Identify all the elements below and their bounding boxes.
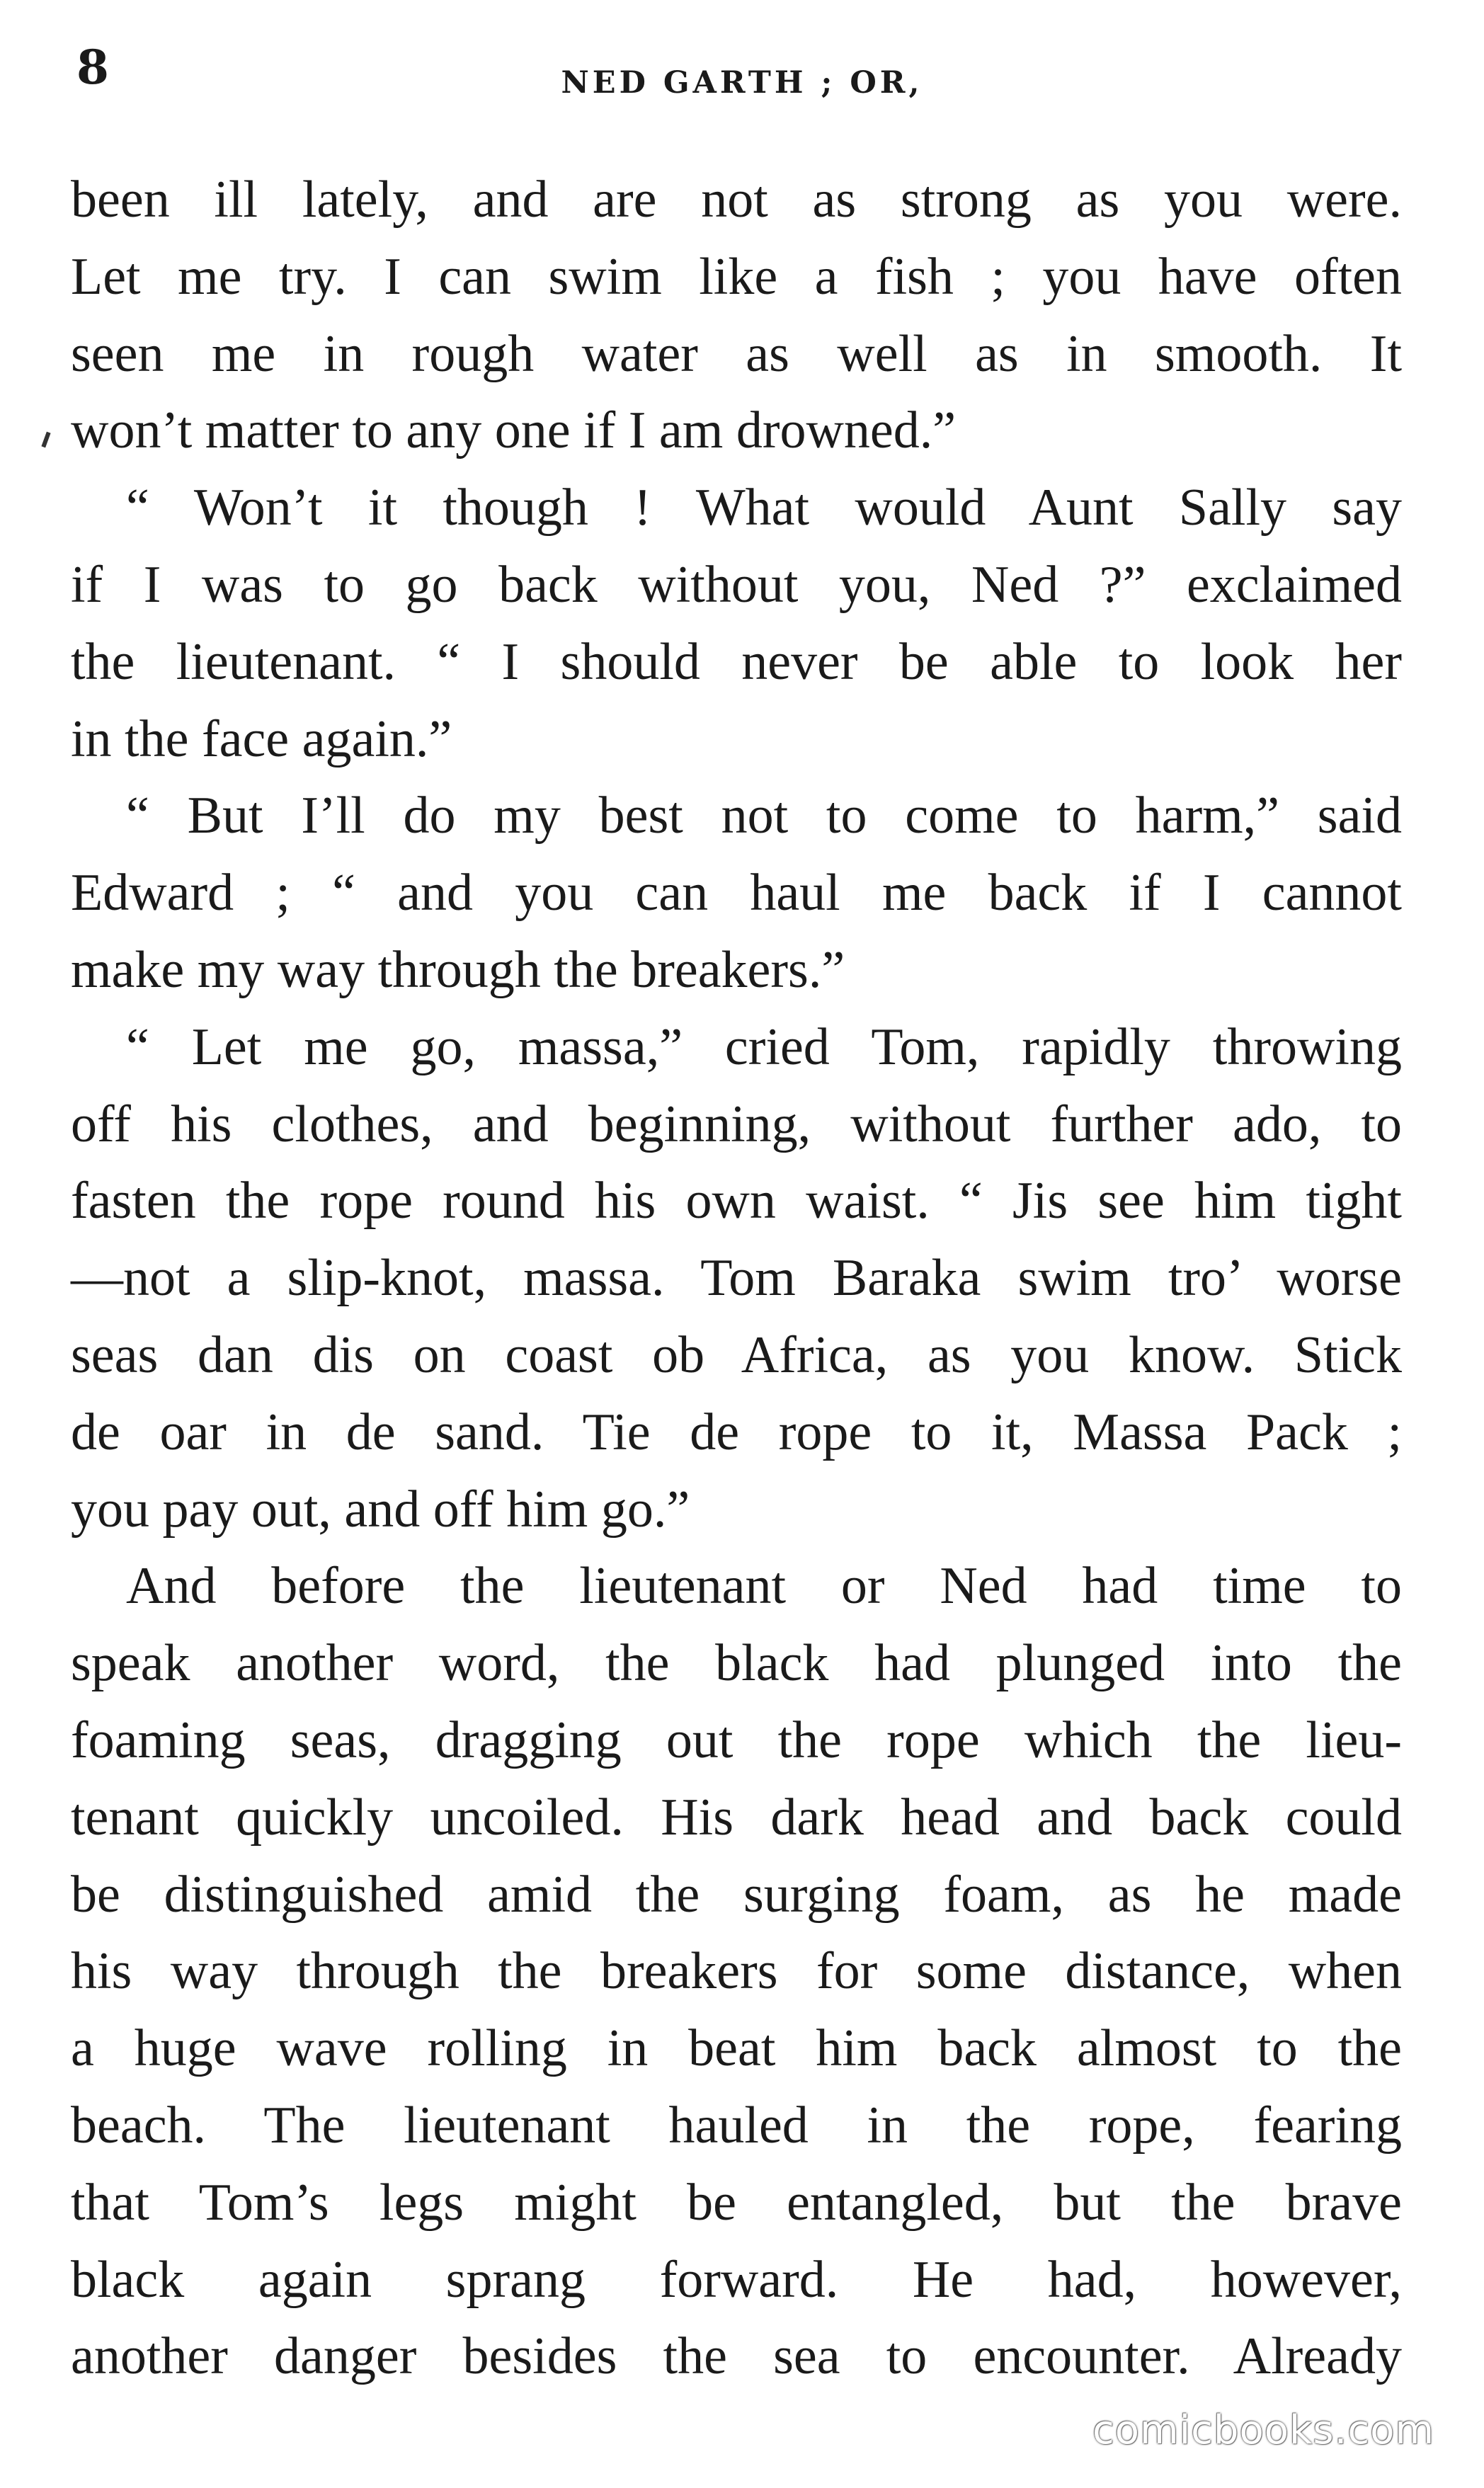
text-line: fasten the rope round his own waist. “ Jis see him tight (71, 1172, 1402, 1231)
text-line: seas dan dis on coast ob Africa, as you know. Stick (71, 1325, 1402, 1384)
text-line: “ Let me go, massa,” cried Tom, rapidly throwing (126, 1017, 1402, 1076)
text-line: And before the lieutenant or Ned had time to (126, 1557, 1402, 1616)
text-line: black again sprang forward. He had, however, (71, 2250, 1402, 2309)
text-line: —not a slip-knot, massa. Tom Baraka swim tro’ worse (71, 1249, 1402, 1308)
text-line: his way through the breakers for some distance, when (71, 1942, 1402, 2001)
running-title: NED GARTH ; OR, (561, 65, 923, 101)
text-line: speak another word, the black had plunged into the (71, 1634, 1402, 1693)
text-line: another danger besides the sea to encounter. Already (71, 2327, 1402, 2386)
text-line: beach. The lieutenant hauled in the rope, fearing (71, 2096, 1402, 2155)
text-line: the lieutenant. “ I should never be able to look her (71, 632, 1402, 691)
page-number: 8 (76, 40, 109, 95)
watermark: comicbooks.com (1092, 2407, 1434, 2453)
text-line: “ Won’t it though ! What would Aunt Sally say (126, 479, 1402, 537)
text-line: you pay out, and off him go.” (71, 1480, 690, 1539)
text-line: de oar in de sand. Tie de rope to it, Massa Pack ; (71, 1403, 1402, 1461)
text-line: make my way through the breakers.” (71, 940, 845, 999)
text-line: tenant quickly uncoiled. His dark head and back could (71, 1788, 1402, 1847)
text-line: if I was to go back without you, Ned ?” exclaimed (71, 555, 1402, 614)
stray-ink-mark (41, 432, 50, 448)
text-line: won’t matter to any one if I am drowned.” (71, 401, 957, 460)
text-line: a huge wave rolling in beat him back almost to the (71, 2019, 1402, 2078)
body-text (71, 161, 1402, 2395)
text-line: seen me in rough water as well as in smooth. It (71, 324, 1402, 383)
text-line: “ But I’ll do my best not to come to harm,” said (126, 787, 1402, 845)
text-line: off his clothes, and beginning, without further ado, to (71, 1095, 1402, 1153)
text-line: Let me try. I can swim like a fish ; you have often (71, 247, 1402, 306)
text-line: Edward ; “ and you can haul me back if I cannot (71, 864, 1402, 923)
text-line: that Tom’s legs might be entangled, but the brave (71, 2173, 1402, 2232)
text-line: in the face again.” (71, 709, 452, 768)
text-line: be distinguished amid the surging foam, as he made (71, 1865, 1402, 1924)
text-line: foaming seas, dragging out the rope which the lieu- (71, 1711, 1402, 1769)
text-line: been ill lately, and are not as strong as you were. (71, 171, 1402, 229)
